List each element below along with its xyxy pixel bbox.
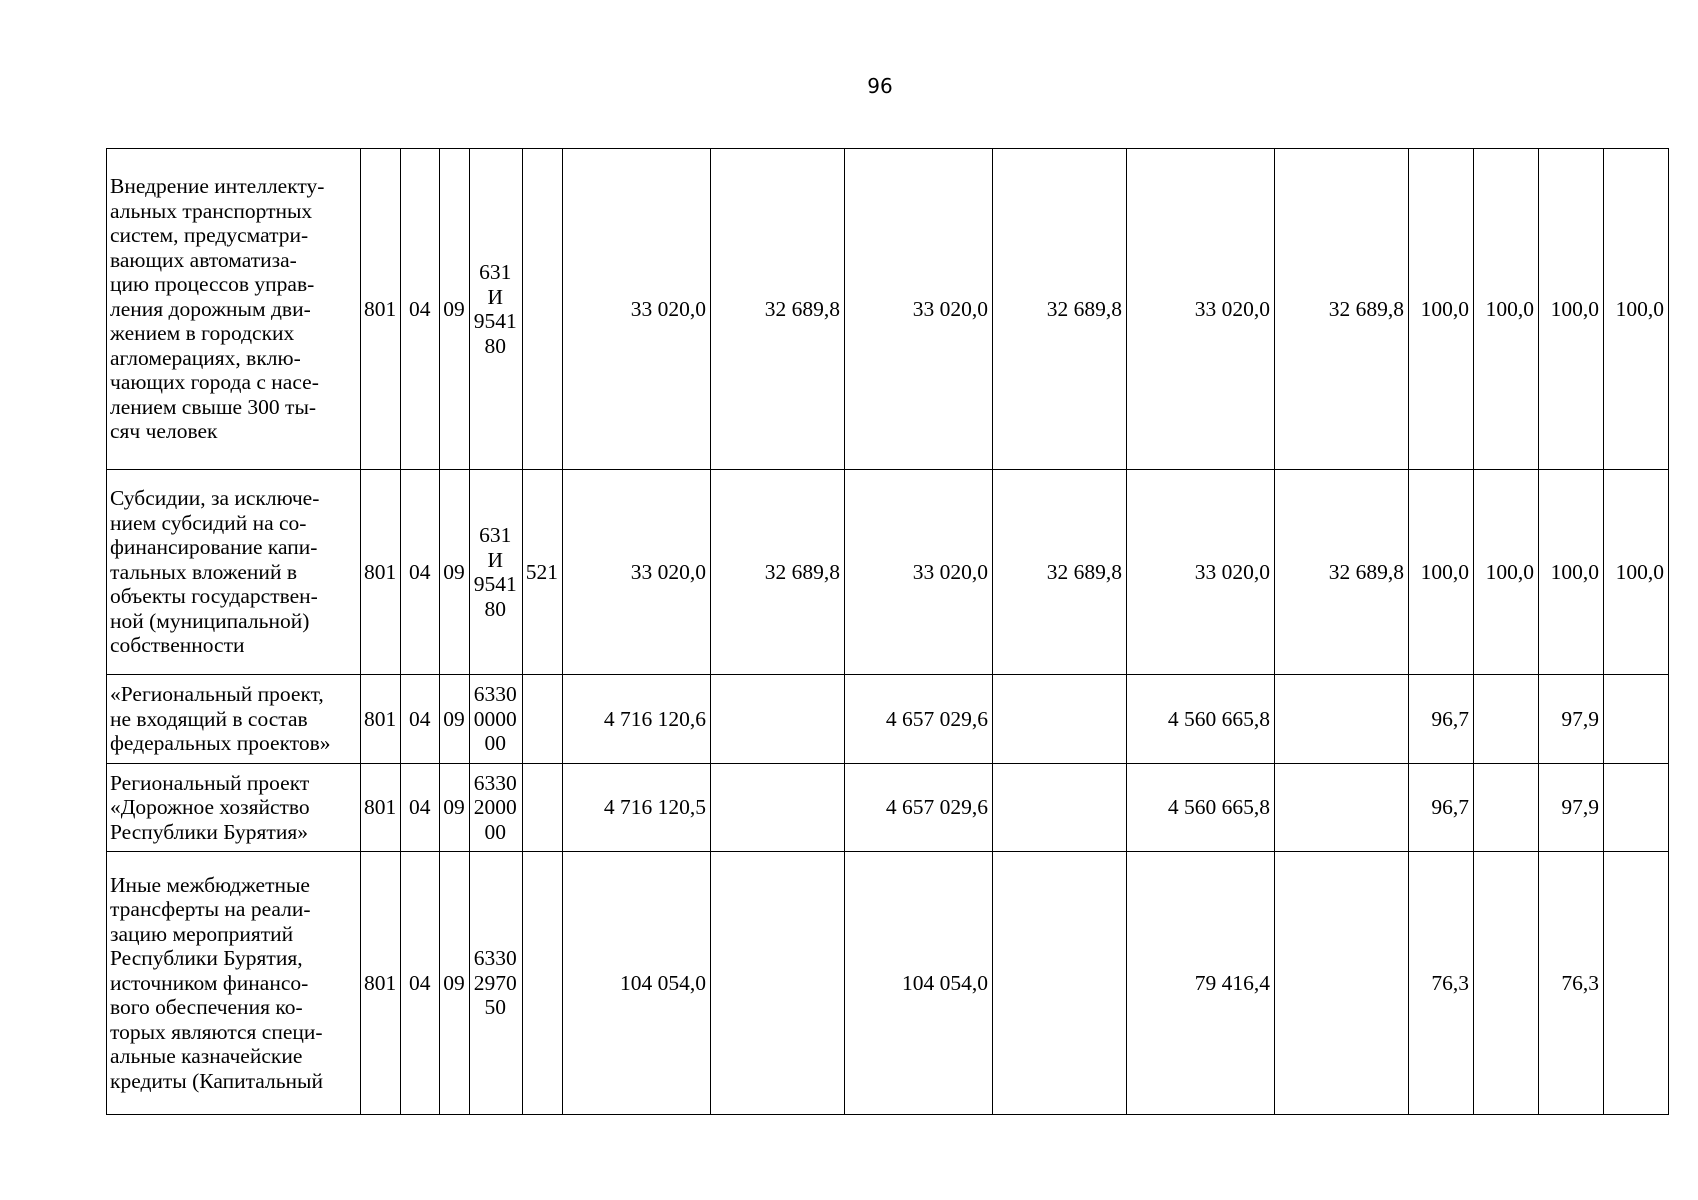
value-cell: 32 689,8: [1275, 149, 1409, 470]
value-cell: [1604, 675, 1669, 764]
target-article-code: [469, 675, 522, 764]
row-name-line: Иные межбюджетные: [110, 872, 310, 897]
value-cell: 4 657 029,6: [845, 675, 993, 764]
value-cell: [1474, 675, 1539, 764]
subsection-code: 09: [440, 675, 470, 764]
target-article-line: 631И: [479, 523, 512, 572]
row-name-line: «Дорожное хозяйство: [110, 795, 310, 820]
value-cell: 104 054,0: [845, 852, 993, 1115]
section-code: 04: [401, 764, 440, 852]
value-cell: 100,0: [1604, 149, 1669, 470]
row-name-line: жением в городских: [110, 321, 295, 346]
value-cell: 100,0: [1474, 470, 1539, 675]
row-name-line: систем, предусматри-: [110, 223, 309, 248]
expense-type-code: 521: [522, 470, 562, 675]
value-cell: 100,0: [1539, 470, 1604, 675]
row-name: [107, 852, 361, 1115]
row-name-line: «Региональный проект,: [110, 682, 324, 707]
row-name-line: лением свыше 300 ты-: [110, 394, 317, 419]
target-article-line: 631И: [479, 260, 512, 309]
value-cell: [1275, 852, 1409, 1115]
target-article-code: [469, 852, 522, 1115]
value-cell: 100,0: [1409, 149, 1474, 470]
target-article-line: 9541: [473, 572, 517, 596]
value-cell: [993, 675, 1127, 764]
section-code: 04: [401, 149, 440, 470]
table-row: [107, 470, 1669, 675]
value-cell: 4 560 665,8: [1127, 675, 1275, 764]
value-cell: 33 020,0: [845, 149, 993, 470]
grbs-code: 801: [361, 852, 401, 1115]
target-article-line: 6330: [473, 770, 517, 795]
value-cell: [1275, 764, 1409, 852]
target-article-line: 80: [484, 596, 506, 621]
row-name-line: агломерациях, вклю-: [110, 345, 301, 370]
target-article-line: 0000: [473, 706, 517, 731]
value-cell: 33 020,0: [845, 470, 993, 675]
target-article-code: [469, 470, 522, 675]
value-cell: 32 689,8: [1275, 470, 1409, 675]
row-name-line: не входящий в состав: [110, 706, 308, 731]
row-name-line: трансферты на реали-: [110, 897, 311, 922]
row-name-line: Внедрение интеллекту-: [110, 174, 325, 199]
value-cell: 100,0: [1539, 149, 1604, 470]
row-name-line: вающих автоматиза-: [110, 247, 297, 272]
expense-type-code: [522, 149, 562, 470]
row-name-line: ления дорожным дви-: [110, 296, 311, 321]
row-name-line: Региональный проект: [110, 770, 310, 795]
grbs-code: 801: [361, 149, 401, 470]
value-cell: 4 716 120,5: [563, 764, 711, 852]
row-name-line: объекты государствен-: [110, 584, 318, 609]
target-article-code: [469, 764, 522, 852]
row-name-line: торых являются специ-: [110, 1019, 323, 1044]
row-name-line: цию процессов управ-: [110, 272, 315, 297]
grbs-code: 801: [361, 764, 401, 852]
grbs-code: 801: [361, 675, 401, 764]
value-cell: [1604, 764, 1669, 852]
value-cell: [993, 764, 1127, 852]
value-cell: 32 689,8: [993, 470, 1127, 675]
expense-type-code: [522, 675, 562, 764]
row-name-line: Республики Бурятия»: [110, 819, 308, 844]
row-name: [107, 764, 361, 852]
value-cell: [1275, 675, 1409, 764]
row-name: [107, 470, 361, 675]
row-name-line: финансирование капи-: [110, 535, 318, 560]
value-cell: [711, 852, 845, 1115]
value-cell: 33 020,0: [563, 470, 711, 675]
value-cell: 100,0: [1474, 149, 1539, 470]
value-cell: 97,9: [1539, 675, 1604, 764]
value-cell: 100,0: [1604, 470, 1669, 675]
row-name-line: нием субсидий на со-: [110, 510, 307, 535]
row-name-line: зацию мероприятий: [110, 921, 294, 946]
row-name-line: Субсидии, за исключе-: [110, 486, 320, 511]
row-name-line: источником финансо-: [110, 970, 309, 995]
subsection-code: 09: [440, 470, 470, 675]
value-cell: 33 020,0: [563, 149, 711, 470]
row-name-line: альных транспортных: [110, 198, 313, 223]
value-cell: 32 689,8: [993, 149, 1127, 470]
target-article-line: 2000: [473, 795, 517, 820]
target-article-line: 80: [484, 333, 506, 358]
table-row: [107, 675, 1669, 764]
section-code: 04: [401, 675, 440, 764]
value-cell: 4 560 665,8: [1127, 764, 1275, 852]
budget-table: [106, 148, 1669, 1115]
value-cell: 32 689,8: [711, 470, 845, 675]
value-cell: 104 054,0: [563, 852, 711, 1115]
target-article-line: 50: [484, 995, 506, 1020]
expense-type-code: [522, 764, 562, 852]
row-name-line: чающих города с насе-: [110, 370, 319, 395]
table-row: [107, 852, 1669, 1115]
target-article-line: 2970: [473, 970, 517, 995]
target-article-line: 00: [484, 731, 506, 756]
subsection-code: 09: [440, 149, 470, 470]
row-name-line: вого обеспечения ко-: [110, 995, 303, 1020]
page-number: 96: [867, 74, 893, 98]
value-cell: 97,9: [1539, 764, 1604, 852]
target-article-line: 6330: [473, 682, 517, 707]
row-name-line: ной (муниципальной): [110, 608, 310, 633]
value-cell: 32 689,8: [711, 149, 845, 470]
value-cell: 33 020,0: [1127, 470, 1275, 675]
row-name-line: собственности: [110, 633, 245, 658]
row-name-line: альные казначейские: [110, 1044, 303, 1069]
expense-type-code: [522, 852, 562, 1115]
target-article-line: 6330: [473, 946, 517, 971]
value-cell: [711, 675, 845, 764]
table-row: [107, 149, 1669, 470]
value-cell: 96,7: [1409, 675, 1474, 764]
table-row: [107, 764, 1669, 852]
value-cell: 4 716 120,6: [563, 675, 711, 764]
section-code: 04: [401, 852, 440, 1115]
row-name-line: тальных вложений в: [110, 559, 297, 584]
row-name-line: кредиты (Капитальный: [110, 1068, 323, 1093]
target-article-line: 9541: [473, 309, 517, 333]
value-cell: 79 416,4: [1127, 852, 1275, 1115]
grbs-code: 801: [361, 470, 401, 675]
value-cell: [993, 852, 1127, 1115]
value-cell: [711, 764, 845, 852]
value-cell: 100,0: [1409, 470, 1474, 675]
value-cell: 4 657 029,6: [845, 764, 993, 852]
target-article-code: [469, 149, 522, 470]
row-name: [107, 675, 361, 764]
row-name: [107, 149, 361, 470]
row-name-line: Республики Бурятия,: [110, 946, 303, 971]
value-cell: 96,7: [1409, 764, 1474, 852]
value-cell: 76,3: [1409, 852, 1474, 1115]
value-cell: [1604, 852, 1669, 1115]
value-cell: [1474, 852, 1539, 1115]
row-name-line: федеральных проектов»: [110, 731, 331, 756]
value-cell: 33 020,0: [1127, 149, 1275, 470]
section-code: 04: [401, 470, 440, 675]
subsection-code: 09: [440, 764, 470, 852]
value-cell: [1474, 764, 1539, 852]
subsection-code: 09: [440, 852, 470, 1115]
value-cell: 76,3: [1539, 852, 1604, 1115]
table-body: [107, 149, 1669, 1115]
target-article-line: 00: [484, 819, 506, 844]
row-name-line: сяч человек: [110, 419, 218, 444]
